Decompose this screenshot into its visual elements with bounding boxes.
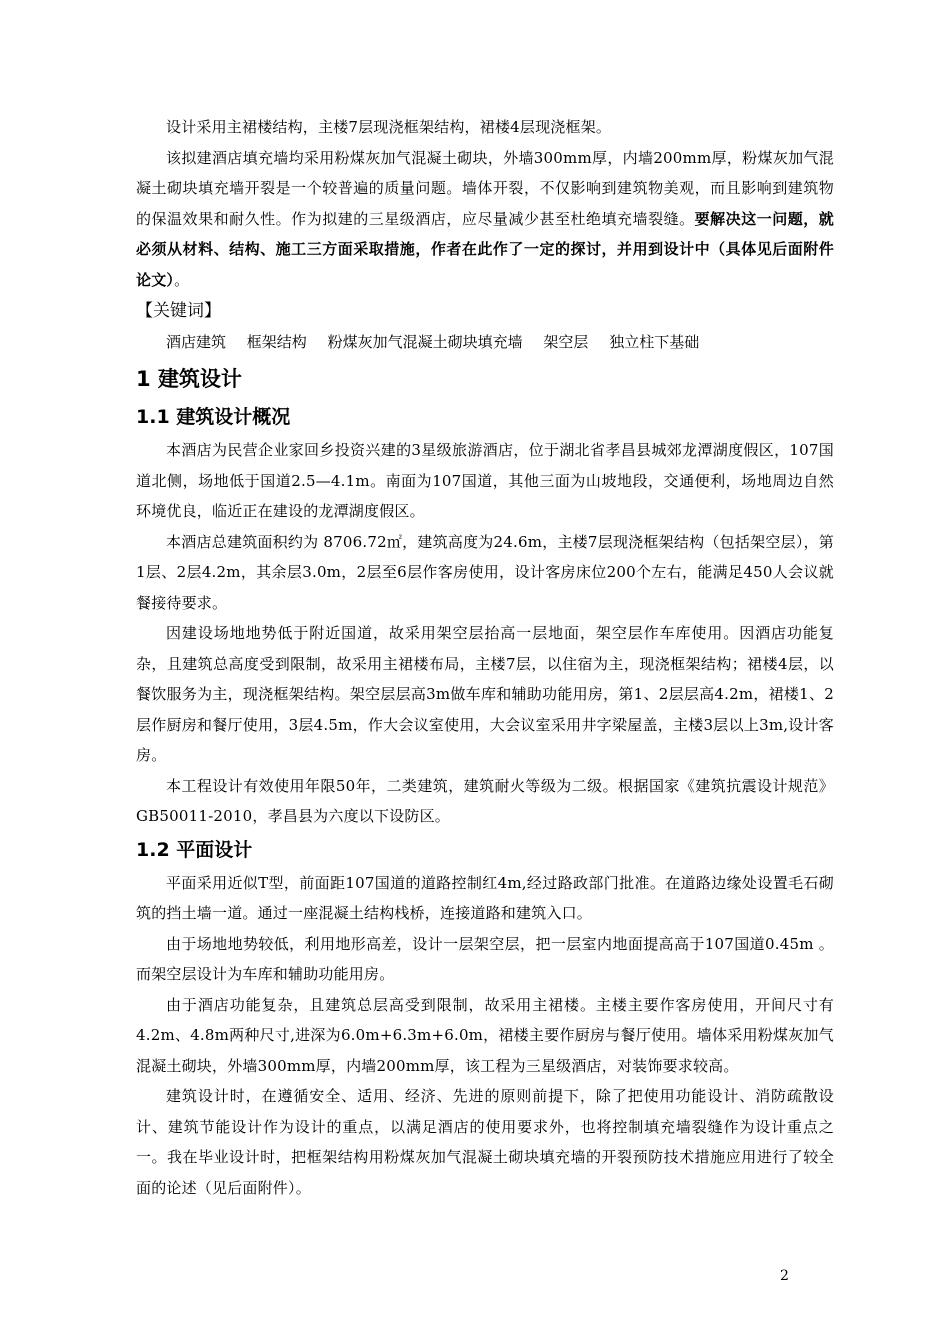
keywords-heading: 【关键词】 (136, 301, 221, 321)
paragraph-infill-wall-end: 。 (174, 270, 190, 289)
paragraph-infill-wall-bold: 要解决这一问题，就必须从材料、结构、施工三方面采取措施，作者在此作了一定的探讨，并用到设计中（具体见后面附件论文） (136, 209, 834, 289)
section-heading-1: 1 建筑设计 (136, 367, 242, 391)
paragraph-overview-layout: 因建设场地地势低于附近国道，故采用架空层抬高一层地面，架空层作车库使用。因酒店功能复杂，且建筑总高度受到限制，故采用主裙楼布局，主楼7层，以住宿为主，现浇框架结构；裙楼4层，以餐饮服务为主，现浇框架结构。架空层层高3m做车库和辅助功能用房，第1、2层层高4.2m，裙楼1、2层作厨房和餐厅使用，3层4.5m，作大会议室使用，大会议室采用井字梁屋盖，主楼3层以上3m,设计客房。 (136, 624, 834, 764)
keyword-item: 架空层 (543, 333, 589, 351)
page-number: 2 (780, 1268, 789, 1284)
paragraph-overview-location: 本酒店为民营企业家回乡投资兴建的3星级旅游酒店，位于湖北省孝昌县城郊龙潭湖度假区，107国道北侧，场地低于国道2.5—4.1m。南面为107国道，其他三面为山坡地段，交通便利，场地周边自然环境优良，临近正在建设的龙潭湖度假区。 (136, 441, 834, 520)
paragraph-plan-principles: 建筑设计时，在遵循安全、适用、经济、先进的原则前提下，除了把使用功能设计、消防疏散设计、建筑节能设计作为设计的重点，以满足酒店的使用要求外，也将控制填充墙裂缝作为设计重点之一。我在毕业设计时，把框架结构用粉煤灰加气混凝土砌块填充墙的开裂预防技术措施应用进行了较全面的论述（见后面附件）。 (136, 1087, 834, 1197)
keyword-item: 独立柱下基础 (609, 333, 700, 351)
paragraph-overview-area: 本酒店总建筑面积约为 8706.72㎡，建筑高度为24.6m，主楼7层现浇框架结构（包括架空层），第1层、2层4.2m，其余层3.0m，2层至6层作客房使用，设计客房床位200个左右，能满足450人会议就餐接待要求。 (136, 532, 834, 612)
paragraph-plan-function: 由于酒店功能复杂，且建筑总层高受到限制，故采用主裙楼。主楼主要作客房使用，开间尺寸有4.2m、4.8m两种尺寸,进深为6.0m+6.3m+6.0m，裙楼主要作厨房与餐厅使用。墙体采用粉煤灰加气混凝土砌块，外墙300mm厚，内墙200mm厚，该工程为三星级酒店，对装饰要求较高。 (136, 995, 834, 1075)
keyword-item: 酒店建筑 (166, 333, 227, 351)
paragraph-infill-wall-text: 该拟建酒店填充墙均采用粉煤灰加气混凝土砌块，外墙300mm厚，内墙200mm厚，粉煤灰加气混凝土砌块填充墙开裂是一个较普遍的质量问题。墙体开裂，不仅影响到建筑物美观，而且影响到建筑物的保温效果和耐久性。作为拟建的三星级酒店，应尽量减少甚至杜绝填充墙裂缝。 (136, 148, 834, 228)
section-heading-1-2: 1.2 平面设计 (136, 838, 253, 861)
keyword-item: 粉煤灰加气混凝土砌块填充墙 (327, 333, 523, 351)
paragraph-plan-shape: 平面采用近似T型，前面距107国道的道路控制红4m,经过路政部门批准。在道路边缘处设置毛石砌筑的挡土墙一道。通过一座混凝土结构栈桥，连接道路和建筑入口。 (136, 873, 834, 922)
paragraph-structure: 设计采用主裙楼结构，主楼7层现浇框架结构，裙楼4层现浇框架。 (166, 118, 612, 136)
section-heading-1-1: 1.1 建筑设计概况 (136, 406, 291, 428)
page-content (136, 112, 834, 1203)
paragraph-infill-wall (136, 143, 834, 296)
keyword-item: 框架结构 (246, 333, 307, 351)
paragraph-plan-terrain: 由于场地地势较低，利用地形高差，设计一层架空层，把一层室内地面提高高于107国道0.45m 。而架空层设计为车库和辅助功能用房。 (136, 934, 834, 983)
keywords-list (136, 327, 834, 357)
paragraph-overview-code: 本工程设计有效使用年限50年，二类建筑，建筑耐火等级为二级。根据国家《建筑抗震设计规范》GB50011-2010，孝昌县为六度以下设防区。 (136, 776, 834, 825)
